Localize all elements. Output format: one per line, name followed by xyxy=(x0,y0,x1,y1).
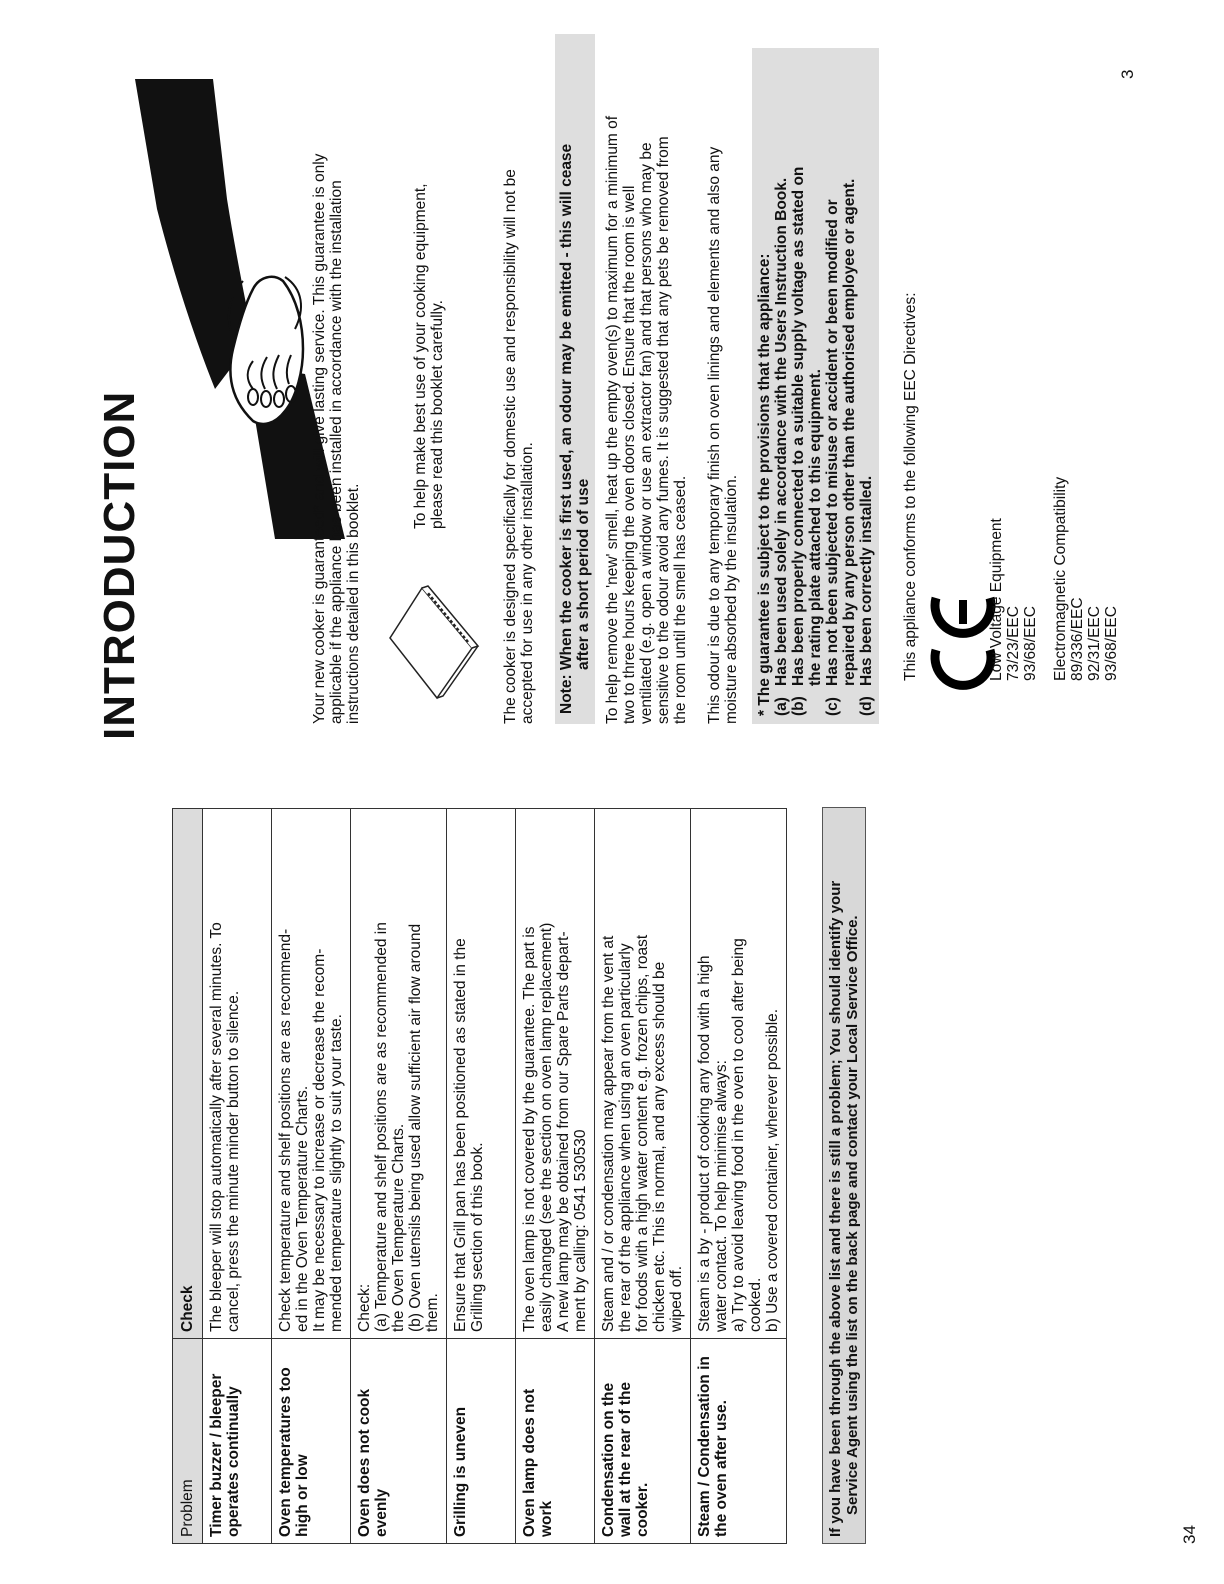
check-line: The oven lamp is not covered by the guarantee. The part is xyxy=(521,926,538,1332)
paragraph-line: applicable if the appliance has been installed in accordance with the installation xyxy=(328,180,345,724)
footer-note-line: Service Agent using the list on the back page and contact your Local Service Office. xyxy=(844,915,861,1515)
problem-line: evenly xyxy=(373,1488,390,1537)
problem-line: work xyxy=(538,1500,555,1537)
directive-line: 89/336/EEC xyxy=(1069,597,1086,681)
check-line: Check: xyxy=(356,1283,373,1332)
emc-directives xyxy=(1052,477,1120,681)
guarantee-heading: * The guarantee is subject to the provisions that the appliance: xyxy=(756,253,773,716)
directive-line: 93/68/EEC xyxy=(1103,606,1120,681)
check-cell xyxy=(447,809,516,1339)
paragraph-line: moisture absorbed by the insulation. xyxy=(723,474,740,724)
new-smell-paragraph xyxy=(604,34,689,724)
paragraph-line: The cooker is designed specifically for domestic use and responsibility will not be xyxy=(502,169,519,724)
guarantee-item-line: repaired by any person other than the authorised employee or agent. xyxy=(841,178,858,686)
problem-cell xyxy=(516,1339,595,1544)
table-row xyxy=(203,809,272,1544)
check-cell xyxy=(691,809,787,1339)
paragraph-line: To help make best use of your cooking equipment, xyxy=(412,183,429,529)
guarantee-item-key: (c) xyxy=(824,697,841,716)
problem-line: operates continually xyxy=(225,1386,242,1537)
guarantee-item-text xyxy=(858,476,875,686)
check-line: wiped off. xyxy=(668,1265,685,1332)
check-line: the rear of the appliance when using an oven particularly xyxy=(617,943,634,1332)
check-header: Check xyxy=(173,809,203,1339)
paragraph-line: Your new cooker is guaranteed* and will give lasting service. This guarantee is only xyxy=(311,153,328,724)
directive-line: 73/23/EEC xyxy=(1005,606,1022,681)
problem-line: Oven lamp does not xyxy=(521,1388,538,1537)
problem-line: Condensation on the xyxy=(600,1382,617,1537)
guarantee-item-line: Has been used solely in accordance with the Users Instruction Book. xyxy=(773,177,790,686)
troubleshooting-body xyxy=(203,809,787,1544)
check-line: Steam and / or condensation may appear from the vent at xyxy=(600,935,617,1332)
check-line: Ensure that Grill pan has been positioned as stated in the xyxy=(452,938,469,1332)
check-line: Grilling section of this book. xyxy=(469,1142,486,1332)
guarantee-paragraph xyxy=(311,44,362,724)
check-line: The bleeper will stop automatically after several minutes. To xyxy=(208,922,225,1332)
check-line: for foods with a high water content e.g. frozen chips, roast xyxy=(634,934,651,1332)
problem-line: the oven after use. xyxy=(713,1400,730,1537)
domestic-use-paragraph xyxy=(502,44,536,724)
check-cell xyxy=(272,809,351,1339)
check-line: A new lamp may be obtained from our Spare Parts depart- xyxy=(555,931,572,1332)
table-header-row xyxy=(173,809,203,1544)
paragraph-line: please read this booklet carefully. xyxy=(429,300,446,529)
page-number-right: 3 xyxy=(1118,69,1137,79)
guarantee-item-text xyxy=(773,178,790,686)
check-line: (a) Temperature and shelf positions are as recommended in xyxy=(373,922,390,1332)
check-line: It may be necessary to increase or decrease the recom- xyxy=(311,948,328,1332)
check-line: a) Try to avoid leaving food in the oven to cool after being xyxy=(730,938,747,1332)
guarantee-item-key: (d) xyxy=(858,696,875,716)
guarantee-item-line: Has been correctly installed. xyxy=(858,475,875,686)
problem-cell xyxy=(447,1339,516,1544)
guarantee-items xyxy=(773,56,875,716)
table-row xyxy=(516,809,595,1544)
check-cell xyxy=(516,809,595,1339)
service-agent-note xyxy=(822,807,866,1544)
check-line: Steam is a by - product of cooking any food with a high xyxy=(696,955,713,1332)
check-line: ed in the Oven Temperature Charts. xyxy=(294,1085,311,1332)
problem-line: cooker. xyxy=(634,1482,651,1537)
table-row xyxy=(447,809,516,1544)
guarantee-item xyxy=(858,56,875,716)
paragraph-line: sensitive to the odour avoid any fumes. It is suggested that any pets be removed from xyxy=(655,136,672,724)
paragraph-line: instructions detailed in this booklet. xyxy=(345,483,362,724)
problem-cell xyxy=(351,1339,447,1544)
first-use-note xyxy=(555,34,595,724)
check-line: cancel, press the minute minder button to silence. xyxy=(225,990,242,1332)
guarantee-item xyxy=(790,56,824,716)
check-cell xyxy=(595,809,691,1339)
check-line: mended temperature slightly to suit your taste. xyxy=(328,1014,345,1332)
check-line: Check temperature and shelf positions are as recommend- xyxy=(277,928,294,1332)
paragraph-line: accepted for use in any other installation. xyxy=(519,442,536,724)
paragraph-line: two to three hours keeping the oven doors closed. Ensure that the room is well xyxy=(621,185,638,724)
table-row xyxy=(691,809,787,1544)
problem-cell xyxy=(203,1339,272,1544)
troubleshooting-table xyxy=(172,808,787,1544)
booklet-icon xyxy=(382,578,482,708)
guarantee-item-line: the rating plate attached to this equipment. xyxy=(807,369,824,686)
check-cell xyxy=(351,809,447,1339)
check-line: chicken etc. This is normal, and any excess should be xyxy=(651,961,668,1332)
directive-line: Electromagnetic Compatibility xyxy=(1052,476,1069,681)
check-line: cooked. xyxy=(747,1277,764,1332)
guarantee-item-line: Has been properly connected to a suitable supply voltage as stated on xyxy=(790,166,807,686)
guarantee-item xyxy=(824,56,858,716)
problem-line: Oven temperatures too xyxy=(277,1367,294,1537)
check-line: (b) Oven utensils being used allow sufficient air flow around xyxy=(407,923,424,1332)
table-row xyxy=(272,809,351,1544)
problem-cell xyxy=(691,1339,787,1544)
paragraph-line: the room until the smell has ceased. xyxy=(672,475,689,724)
problem-line: Grilling is uneven xyxy=(452,1406,469,1537)
conformity-statement: This appliance conforms to the following EEC Directives: xyxy=(902,292,919,681)
directive-line: Low Voltage Equipment xyxy=(988,518,1005,681)
paragraph-line: This odour is due to any temporary finish on oven linings and elements and also any xyxy=(706,146,723,724)
low-voltage-directives xyxy=(988,518,1039,681)
guarantee-item-text xyxy=(824,179,858,686)
problem-line: Steam / Condensation in xyxy=(696,1356,713,1537)
check-line: them. xyxy=(424,1293,441,1332)
problem-cell xyxy=(272,1339,351,1544)
odour-paragraph xyxy=(706,44,740,724)
check-line: easily changed (see the section on oven lamp replacement) xyxy=(538,922,555,1332)
problem-line: high or low xyxy=(294,1454,311,1537)
check-line: b) Use a covered container, wherever possible. xyxy=(764,1008,781,1332)
guarantee-item-key: (b) xyxy=(790,696,807,716)
directive-line: 92/31/EEC xyxy=(1086,606,1103,681)
check-cell xyxy=(203,809,272,1339)
table-row xyxy=(595,809,691,1544)
page-title: INTRODUCTION xyxy=(95,390,144,740)
problem-line: wall at the rear of the xyxy=(617,1381,634,1537)
guarantee-item-line: Has not been subjected to misuse or accident or been modified or xyxy=(824,199,841,686)
note-line: Note: When the cooker is first used, an odour may be emitted - this will cease xyxy=(558,143,575,714)
table-row xyxy=(351,809,447,1544)
problem-cell xyxy=(595,1339,691,1544)
problem-line: Oven does not cook xyxy=(356,1388,373,1537)
check-line: water contact. To help minimise always: xyxy=(713,1060,730,1332)
footer-note-line: If you have been through the above list and there is still a problem; You should identify your xyxy=(827,880,844,1537)
guarantee-provisions-box xyxy=(752,48,879,724)
guarantee-item-text xyxy=(790,167,824,686)
page-number-left: 34 xyxy=(1180,1525,1199,1544)
note-line: after a short period of use xyxy=(575,478,592,670)
check-line: ment by calling: 0541 530530 xyxy=(572,1129,589,1332)
problem-line: Timer buzzer / bleeper xyxy=(208,1373,225,1537)
paragraph-line: To help remove the 'new' smell, heat up the empty oven(s) to maximum for a minimum of xyxy=(604,115,621,724)
directive-line: 93/68/EEC xyxy=(1022,606,1039,681)
guarantee-item-key: (a) xyxy=(773,697,790,716)
paragraph-line: ventilated (e.g. open a window or use an extractor fan) and that persons who may be xyxy=(638,142,655,724)
problem-header: Problem xyxy=(173,1339,203,1544)
booklet-paragraph xyxy=(412,109,446,529)
check-line: the Oven Temperature Charts. xyxy=(390,1123,407,1332)
guarantee-item xyxy=(773,56,790,716)
